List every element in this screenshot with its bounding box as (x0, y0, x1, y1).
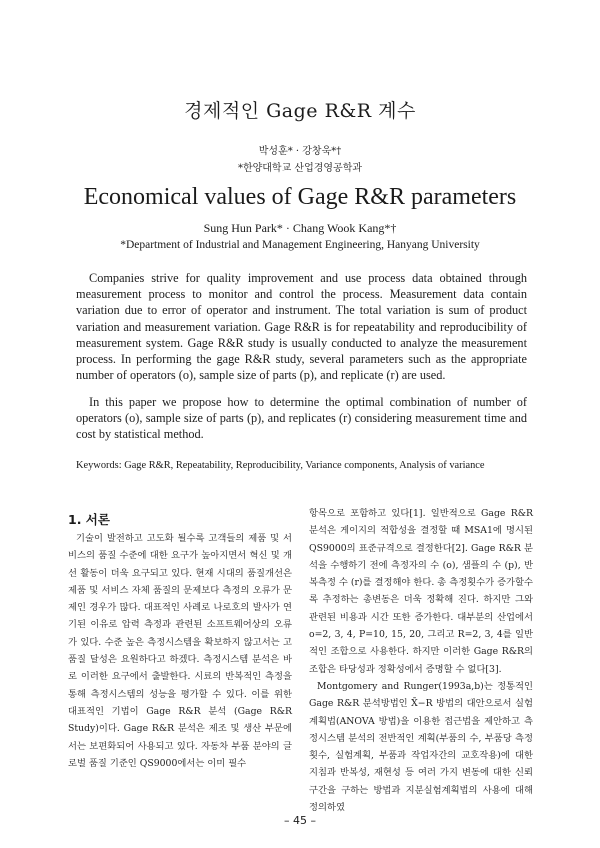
authors-english: Sung Hun Park* · Chang Wook Kang*† (203, 221, 397, 235)
page-number: – 45 – (284, 814, 316, 827)
section-heading: 1. 서론 (68, 512, 110, 527)
body-paragraph: 항목으로 포함하고 있다[1]. 일반적으로 Gage R&R 분석은 게이지의 적합성을 결정할 때 MSA1에 명시된 QS9000의 표준규격으로 결정한다[2]. Gage R&R 분석을 수행하기 전에 측정자의 수 (o), 샘플의 수 (p), 반복측정 수 (r)를 결정해야 한다. 총 측정횟수가 증가할수록 추정하는 총변동은 더욱 정확해 진다. 하지만 그와 관련된 비용과 시간 또한 증가한다. 대부분의 산업에서 o=2, 3, 4, P=10, 15, 20, 그리고 R=2, 3, 4를 일반적인 조합으로 사용한다. 하지만 이러한 Gage R&R의 조합은 타당성과 정확성에서 증명할 수 없다[3]. (309, 508, 533, 675)
keywords: Keywords: Gage R&R, Repeatability, Reproducibility, Variance components, Analysis of variance (76, 460, 485, 471)
paper-title-english: Economical values of Gage R&R parameters (83, 184, 517, 210)
abstract-paragraph-2: In this paper we propose how to determine the optimal combination of number of operators (o), sample size of parts (p), and replicates (r) considering measurement time and cost by statistical method. (76, 395, 527, 442)
affiliation-english: *Department of Industrial and Management Engineering, Hanyang University (120, 239, 480, 251)
body-column-right (309, 505, 533, 816)
paper-title-korean: 경제적인 Gage R&R 계수 (184, 100, 416, 122)
authors-korean: 박성훈* · 강창욱*† (258, 146, 342, 157)
body-paragraph: Montgomery and Runger(1993a,b)는 정통적인 Gage R&R 분석방법인 X̄−R 방법의 대안으로서 실험계획법(ANOVA 방법)을 이용한 접근법을 제안하고 측정시스템 분석의 전반적인 계획(부품의 수, 부품당 측정횟수, 실험계획, 부품과 작업자간의 교호작용)에 대한 지침과 반복성, 재현성 등 여러 가지 변동에 대한 신뢰구간을 구하는 방법과 지분실험계획법의 사용에 대해 정의하였 (309, 680, 533, 814)
affiliation-korean: *한양대학교 산업경영공학과 (237, 163, 363, 174)
abstract-paragraph-1: Companies strive for quality improvement and use process data obtained through measurement process to monitor and control the process. Measurement data contain variation due to error of operator and instrument. The total variation is sum of product variation and measurement variation. Gage R&R is for repeatability and reproducibility of measurement system. Gage R&R study is usually conducted to analyze the measurement process. In performing the gage R&R study, several parameters such as the appropriate number of operators (o), sample size of parts (p), and replicate (r) are used. (76, 271, 527, 383)
body-column-left: 기술이 발전하고 고도화 될수록 고객들의 제품 및 서비스의 품질 수준에 대한 요구가 높아지면서 혁신 및 개선 활동이 더욱 요구되고 있다. 현재 시대의 품질개선은 제품 및 서비스 자체 품질의 문제보다 측정의 오류가 문제인 경우가 많다. 대표적인 사례로 나로호의 발사가 연기된 이유로 압력 측정과 관련된 소프트웨어상의 오류가 있다. 수준 높은 측정시스템을 확보하지 않고서는 고품질 달성은 요원하다고 하겠다. 측정시스템 분석은 바로 이러한 요구에서 출발한다. 시료의 반복적인 측정을 통해 측정시스템의 성능을 평가할 수 있다. 이를 위한 대표적인 기법이 Gage R&R 분석 (Gage R&R Study)이다. Gage R&R 분석은 제조 및 생산 부문에서는 보편화되어 사용되고 있다. 자동차 부품 분야의 글로벌 품질 기준인 QS9000에서는 이미 필수 (68, 533, 292, 769)
